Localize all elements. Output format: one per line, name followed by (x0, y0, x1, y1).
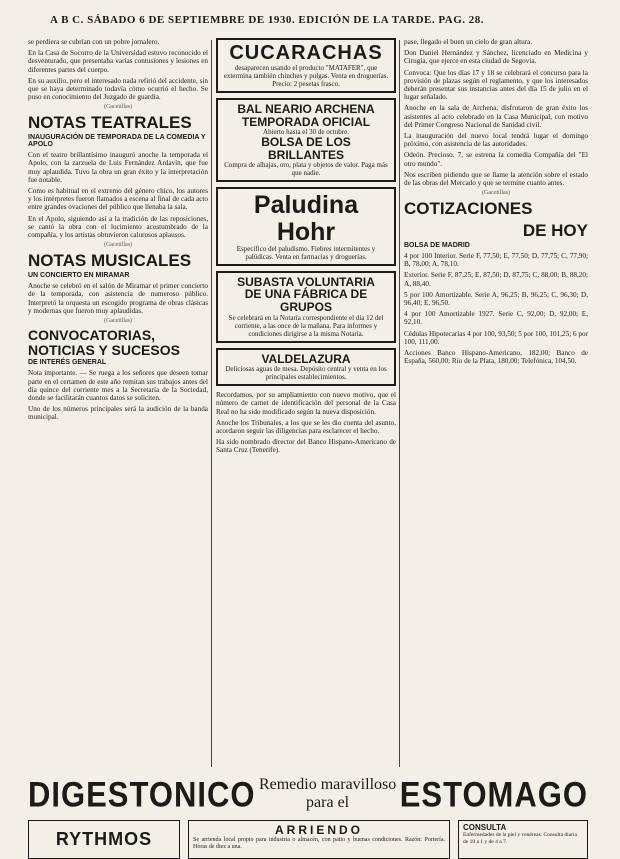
article-text: Nos escriben pidiendo que se llame la atención sobre el estado de las obras del Mercado y que se termine cuanto antes. (404, 170, 588, 188)
section-ornament: (Gacetillas) (104, 317, 132, 324)
article-text: Anoche en la sala de Archena, disfrutaron de gran éxito los asistentes al acto celebrado en la Casa Municipal, con motivo del Primer Congreso Nacional de Sanidad civil. (404, 104, 588, 129)
quotation-text: Exterior. Serie F, 87,25; E, 87,50; D, 87,75; C, 88,00; B, 88,20; A, 88,40. (404, 271, 588, 288)
ad-consulta-title: CONSULTA (463, 823, 507, 832)
column-right (404, 38, 588, 769)
subheading-inauguracion: INAUGURACIÓN DE TEMPORADA DE LA COMEDIA Y APOLO (28, 134, 206, 149)
ad-arriendo-text: Se arrienda local propio para industria o almacén, con patio y buenas condiciones. Razón: Portería. Horas de diez a una. (193, 837, 445, 850)
ad-subasta-subtitle: DE UNA FÁBRICA DE GRUPOS (244, 287, 368, 315)
ad-cucarachas-text: desaparecen usando el producto "MATAFER", que extermina también chinches y pulgas. Venta en droguerías. (223, 64, 389, 80)
ad-valdelazura-title: VALDELAZURA (261, 351, 351, 366)
article-text: Don Daniel Hernández y Sánchez, licenciado en Medicina y Cirugía, que ejerce en esta ciudad de Segovia. (404, 49, 588, 66)
ad-consulta (458, 820, 588, 859)
column-left (28, 38, 208, 769)
article-text: Uno de los números principales será la audición de la banda municipal. (28, 405, 208, 422)
quotation-text: Cédulas Hipotecarias 4 por 100, 93,50; 5 por 100, 101,25; 6 por 100, 111,00. (404, 329, 588, 346)
ad-digestonico-banner (28, 774, 588, 814)
section-ornament: (Gacetillas) (104, 242, 132, 249)
ad-arriendo (188, 820, 450, 859)
subheading-bolsa-madrid: BOLSA DE MADRID (404, 241, 470, 249)
column-middle (216, 38, 396, 769)
article-text: Con el teatro brillantísimo inauguró anoche la temporada el Apolo, con la zarzuela de Luis Fernández Ardavín, que fue muy aplaudida. Tuvo la obra un gran éxito y la interpretación fue notable. (28, 151, 208, 184)
quotation-text: 4 por 100 Amortizable 1927. Serie C, 92,00; D, 92,00; E, 92,10. (404, 310, 588, 327)
ad-subasta (216, 271, 396, 343)
article-text: La inauguración del nuevo local tendrá lugar el domingo próximo, con asistencia de las autoridades. (404, 132, 588, 149)
article-text: En su auxilio, pero el interesado nada refirió del accidente, sin que se haya determinado todavía cómo ocurrió el hecho. Se puso en conocimiento del Juzgado de guardia. (28, 76, 208, 102)
ad-balneario-name: BAL NEARIO ARCHENA (237, 102, 375, 116)
ad-consulta-text: Enfermedades de la piel y venéreas. Consulta diaria de 10 a 1 y de 4 a 7. (463, 832, 577, 845)
ad-valdelazura (216, 348, 396, 387)
page-header: A B C. SÁBADO 6 DE SEPTIEMBRE DE 1930. EDICIÓN DE LA TARDE. PAG. 28. (50, 14, 485, 26)
bottom-ads (28, 820, 588, 859)
ad-paludina-title: Paludina Hohr (253, 191, 359, 246)
ad-rythmos: RYTHMOS (28, 820, 180, 859)
ad-subasta-text: Se celebrará en la Notaría correspondiente el día 12 del corriente, a las once de la mañana. Para informes y condiciones dirigirse a la misma Notaría. (228, 313, 384, 338)
ad-paludina-text: Específico del paludismo. Fiebres intermitentes y palúdicas. Venta en farmacias y droguerías. (236, 244, 376, 261)
ad-bolsa-brillantes-title: BOLSA DE LOS BRILLANTES (261, 135, 351, 162)
heading-notas-musicales: NOTAS MUSICALES (28, 251, 192, 271)
article-text: Convoca: Que los días 17 y 18 se celebrará el concurso para la provisión de plazas según el reglamento, y que los interesados deberán presentar sus instancias antes del día 15 de julio en el lugar señalado. (404, 68, 588, 102)
article-text: Recordamos, por su ampliamiento con nuevo motivo, que el número de carnet de identificación del personal de la Casa Real no ha sido modificado según la nueva disposición. (216, 391, 396, 416)
ad-valdelazura-text: Deliciosas aguas de mesa. Depósito central y venta en los principales establecimientos. (225, 365, 387, 382)
heading-notas-teatrales: NOTAS TEATRALES (28, 113, 192, 133)
article-text: se perdiera se cubrían con un pobre jornalero. (28, 38, 160, 46)
ad-slogan-line1: Remedio maravilloso (258, 776, 397, 793)
ad-cucarachas (216, 38, 396, 93)
subheading-interes-general: DE INTERÉS GENERAL (28, 359, 107, 367)
column-rule-2 (399, 40, 400, 767)
ad-balneario-season: TEMPORADA OFICIAL (241, 114, 371, 129)
ad-digestonico-estomago: ESTOMAGO (399, 773, 588, 815)
ad-digestonico-brand: DIGESTONICO (28, 773, 256, 815)
article-text: Ha sido nombrado director del Banco Hispano-Americano de Santa Cruz (Tenerife). (216, 438, 396, 455)
ad-subasta-title: SUBASTA VOLUNTARIA (237, 274, 375, 289)
section-ornament: (Gacetillas) (104, 104, 132, 111)
heading-cotizaciones: COTIZACIONES (404, 199, 533, 219)
ad-balneario (216, 98, 396, 182)
quotation-text: Acciones Banco Hispano-Americano, 182,00; Banco de España, 560,00; Río de la Plata, 180,00; Telefónica, 104,50. (404, 348, 588, 366)
ad-balneario-text: Abierto hasta el 30 de octubre. (263, 128, 349, 137)
ad-cucarachas-title: CUCARACHAS (229, 42, 383, 64)
article-text: En la Casa de Socorro de la Universidad estuvo reconocido el desventurado, que presentaba varias contusiones y lesiones en diferentes partes del cuerpo. (28, 49, 208, 74)
heading-convocatorias: CONVOCATORIAS, NOTICIAS Y SUCESOS (28, 326, 180, 358)
heading-de-hoy: DE HOY (522, 221, 588, 241)
subheading-concierto: UN CONCIERTO EN MIRAMAR (28, 272, 130, 280)
ad-arriendo-title: ARRIENDO (274, 823, 363, 837)
article-text: Como es habitual en el extremo del género chico, los autores y los intérpretes fueron llamados a escena al final de cada acto entre grandes ovaciones del público que llenaba la sala. (28, 187, 208, 212)
article-text: Anoche los Tribunales, a los que se les dio cuenta del asunto, acordaron seguir las diligencias para esclarecer el hecho. (216, 418, 396, 436)
article-text: Nota importante. — Se ruega a los señores que deseen tomar parte en el certamen de este año remitan sus trabajos antes del día quince del corriente mes a la Secretaría de la Sociedad, donde se facilitarán cuantos datos se soliciten. (28, 369, 208, 402)
ad-digestonico-slogan (259, 776, 396, 812)
ad-slogan-line2: para el (306, 794, 350, 811)
ad-cucarachas-foot: Precio: 2 pesetas frasco. (272, 80, 340, 88)
ad-bolsa-brillantes-text: Compra de alhajas, oro, plata y objetos de valor. Paga más que nadie. (224, 161, 388, 178)
section-ornament: (Gacetillas) (482, 190, 510, 197)
article-text: En el Apolo, siguiendo así a la tradición de las reposiciones, se cantó la obra con el lucimiento acostumbrado de la compañía, y los artistas obtuvieron calurosos aplausos. (28, 214, 208, 240)
quotation-text: 5 por 100 Amortizable. Serie A, 96,25; B, 96,25; C, 96,30; D, 96,40; E, 96,50. (404, 290, 588, 307)
article-text: Anoche se celebró en el salón de Miramar el primer concierto de la temporada, con asistencia de numeroso público. Interpretó la orquesta un escogido programa de obras clásicas y modernas que fueron muy aplaudidas. (28, 282, 208, 315)
column-rule-1 (211, 40, 212, 767)
article-text: pase, llegado el buen un cielo de gran altura. (404, 38, 533, 46)
ad-paludina (216, 187, 396, 266)
quotation-text: 4 por 100 Interior. Serie F, 77,50; E, 77,50; D, 77,75; C, 77,90; B, 78,00; A, 78,10. (404, 251, 588, 269)
article-text: Odeón. Precioso. 7, se estrena la comedia Compañía del "El otro mundo". (404, 151, 588, 168)
